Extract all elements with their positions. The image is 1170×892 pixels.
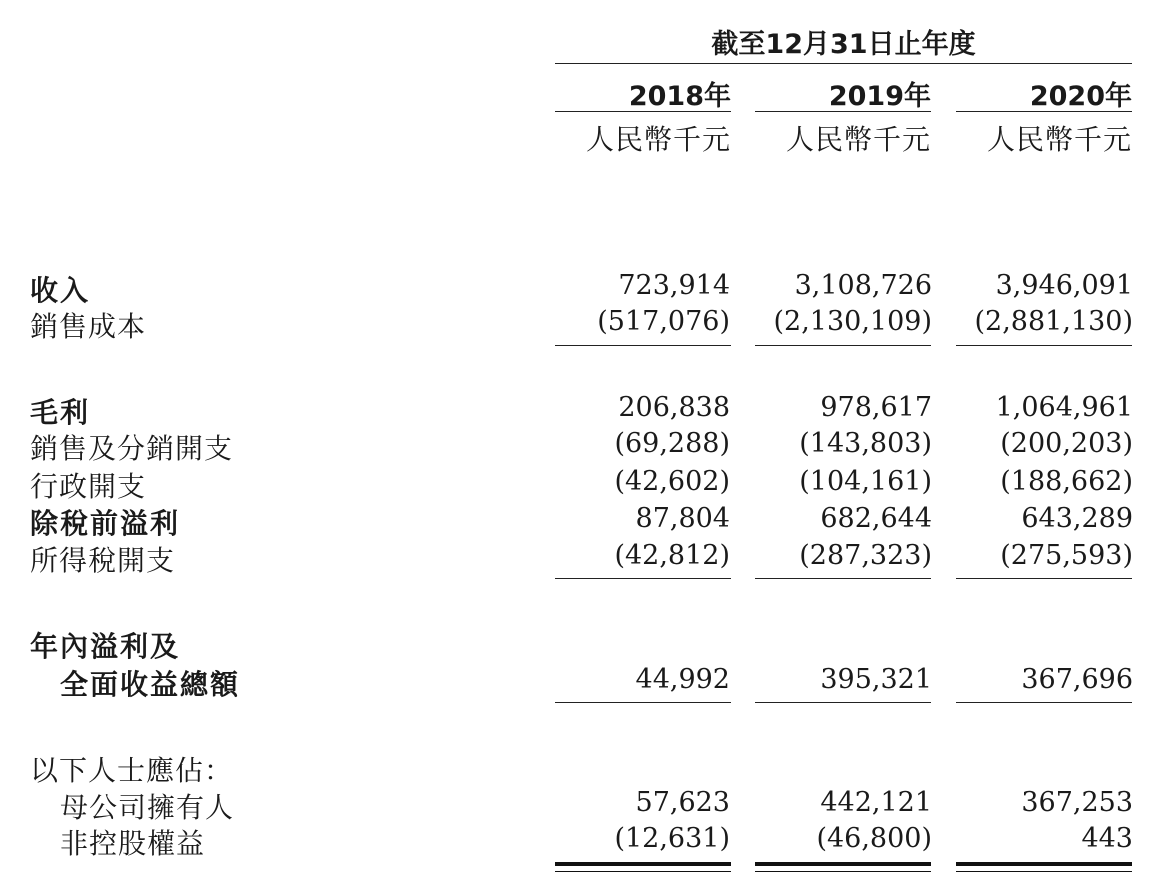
cell-value: (143,803) <box>799 428 932 459</box>
cell-value: (46,800) <box>816 823 932 854</box>
cell-value: 723,914 <box>618 270 730 301</box>
subtotal-rule <box>956 702 1132 703</box>
row-label-selling-distribution-expenses: 銷售及分銷開支 <box>30 432 234 465</box>
cell-value: 643,289 <box>1021 503 1133 534</box>
cell-value: (287,323) <box>799 540 932 571</box>
cell-value: 682,644 <box>820 503 932 534</box>
cell-value: 978,617 <box>820 392 932 423</box>
year-underline <box>755 111 931 112</box>
cell-value: 3,108,726 <box>794 270 932 301</box>
subtotal-rule <box>555 345 731 346</box>
cell-value: (42,812) <box>614 540 730 571</box>
cell-value: (2,881,130) <box>974 306 1133 337</box>
total-double-rule <box>755 862 931 866</box>
year-2018-heading: 2018年 <box>628 81 731 112</box>
cell-value: 44,992 <box>635 664 730 695</box>
total-double-rule <box>555 871 731 872</box>
subtotal-rule <box>555 702 731 703</box>
cell-value: (12,631) <box>614 823 730 854</box>
row-label-gross-profit: 毛利 <box>30 396 91 429</box>
cell-value: 206,838 <box>618 392 730 423</box>
unit-label: 人民幣千元 <box>986 123 1132 156</box>
row-label-owners-of-parent: 母公司擁有人 <box>60 791 235 824</box>
total-double-rule <box>555 862 731 866</box>
total-double-rule <box>755 871 931 872</box>
cell-value: 395,321 <box>820 664 932 695</box>
cell-value: (69,288) <box>614 428 730 459</box>
year-2020-heading: 2020年 <box>1029 81 1132 112</box>
row-label-profit-for-year: 年內溢利及 <box>30 630 181 663</box>
unit-label: 人民幣千元 <box>785 123 931 156</box>
subtotal-rule <box>555 578 731 579</box>
period-underline <box>555 63 1132 64</box>
subtotal-rule <box>755 578 931 579</box>
cell-value: 442,121 <box>820 787 932 818</box>
cell-value: 3,946,091 <box>995 270 1133 301</box>
period-heading: 截至12月31日止年度 <box>711 29 976 60</box>
row-label-non-controlling-interests: 非控股權益 <box>60 827 206 860</box>
year-2019-heading: 2019年 <box>828 81 931 112</box>
row-label-profit-before-tax: 除稅前溢利 <box>30 507 181 540</box>
row-label-income-tax-expense: 所得稅開支 <box>30 544 176 577</box>
total-double-rule <box>956 862 1132 866</box>
row-label-cost-of-sales: 銷售成本 <box>30 310 147 343</box>
cell-value: (2,130,109) <box>773 306 932 337</box>
total-double-rule <box>956 871 1132 872</box>
unit-label: 人民幣千元 <box>585 123 731 156</box>
cell-value: (200,203) <box>1000 428 1133 459</box>
year-underline <box>956 111 1132 112</box>
cell-value: (188,662) <box>1000 466 1133 497</box>
year-underline <box>555 111 731 112</box>
row-label-revenue: 收入 <box>30 274 91 307</box>
cell-value: (517,076) <box>597 306 730 337</box>
subtotal-rule <box>755 702 931 703</box>
subtotal-rule <box>755 345 931 346</box>
row-label-administrative-expenses: 行政開支 <box>30 470 147 503</box>
cell-value: (275,593) <box>1000 540 1133 571</box>
cell-value: 57,623 <box>635 787 730 818</box>
row-label-total-comprehensive-income: 全面收益總額 <box>60 668 241 701</box>
cell-value: 443 <box>1081 823 1133 854</box>
cell-value: 87,804 <box>635 503 730 534</box>
cell-value: (104,161) <box>799 466 932 497</box>
cell-value: (42,602) <box>614 466 730 497</box>
subtotal-rule <box>956 345 1132 346</box>
row-label-attributable-to: 以下人士應佔： <box>30 754 234 787</box>
cell-value: 1,064,961 <box>995 392 1133 423</box>
cell-value: 367,696 <box>1021 664 1133 695</box>
subtotal-rule <box>956 578 1132 579</box>
cell-value: 367,253 <box>1021 787 1133 818</box>
